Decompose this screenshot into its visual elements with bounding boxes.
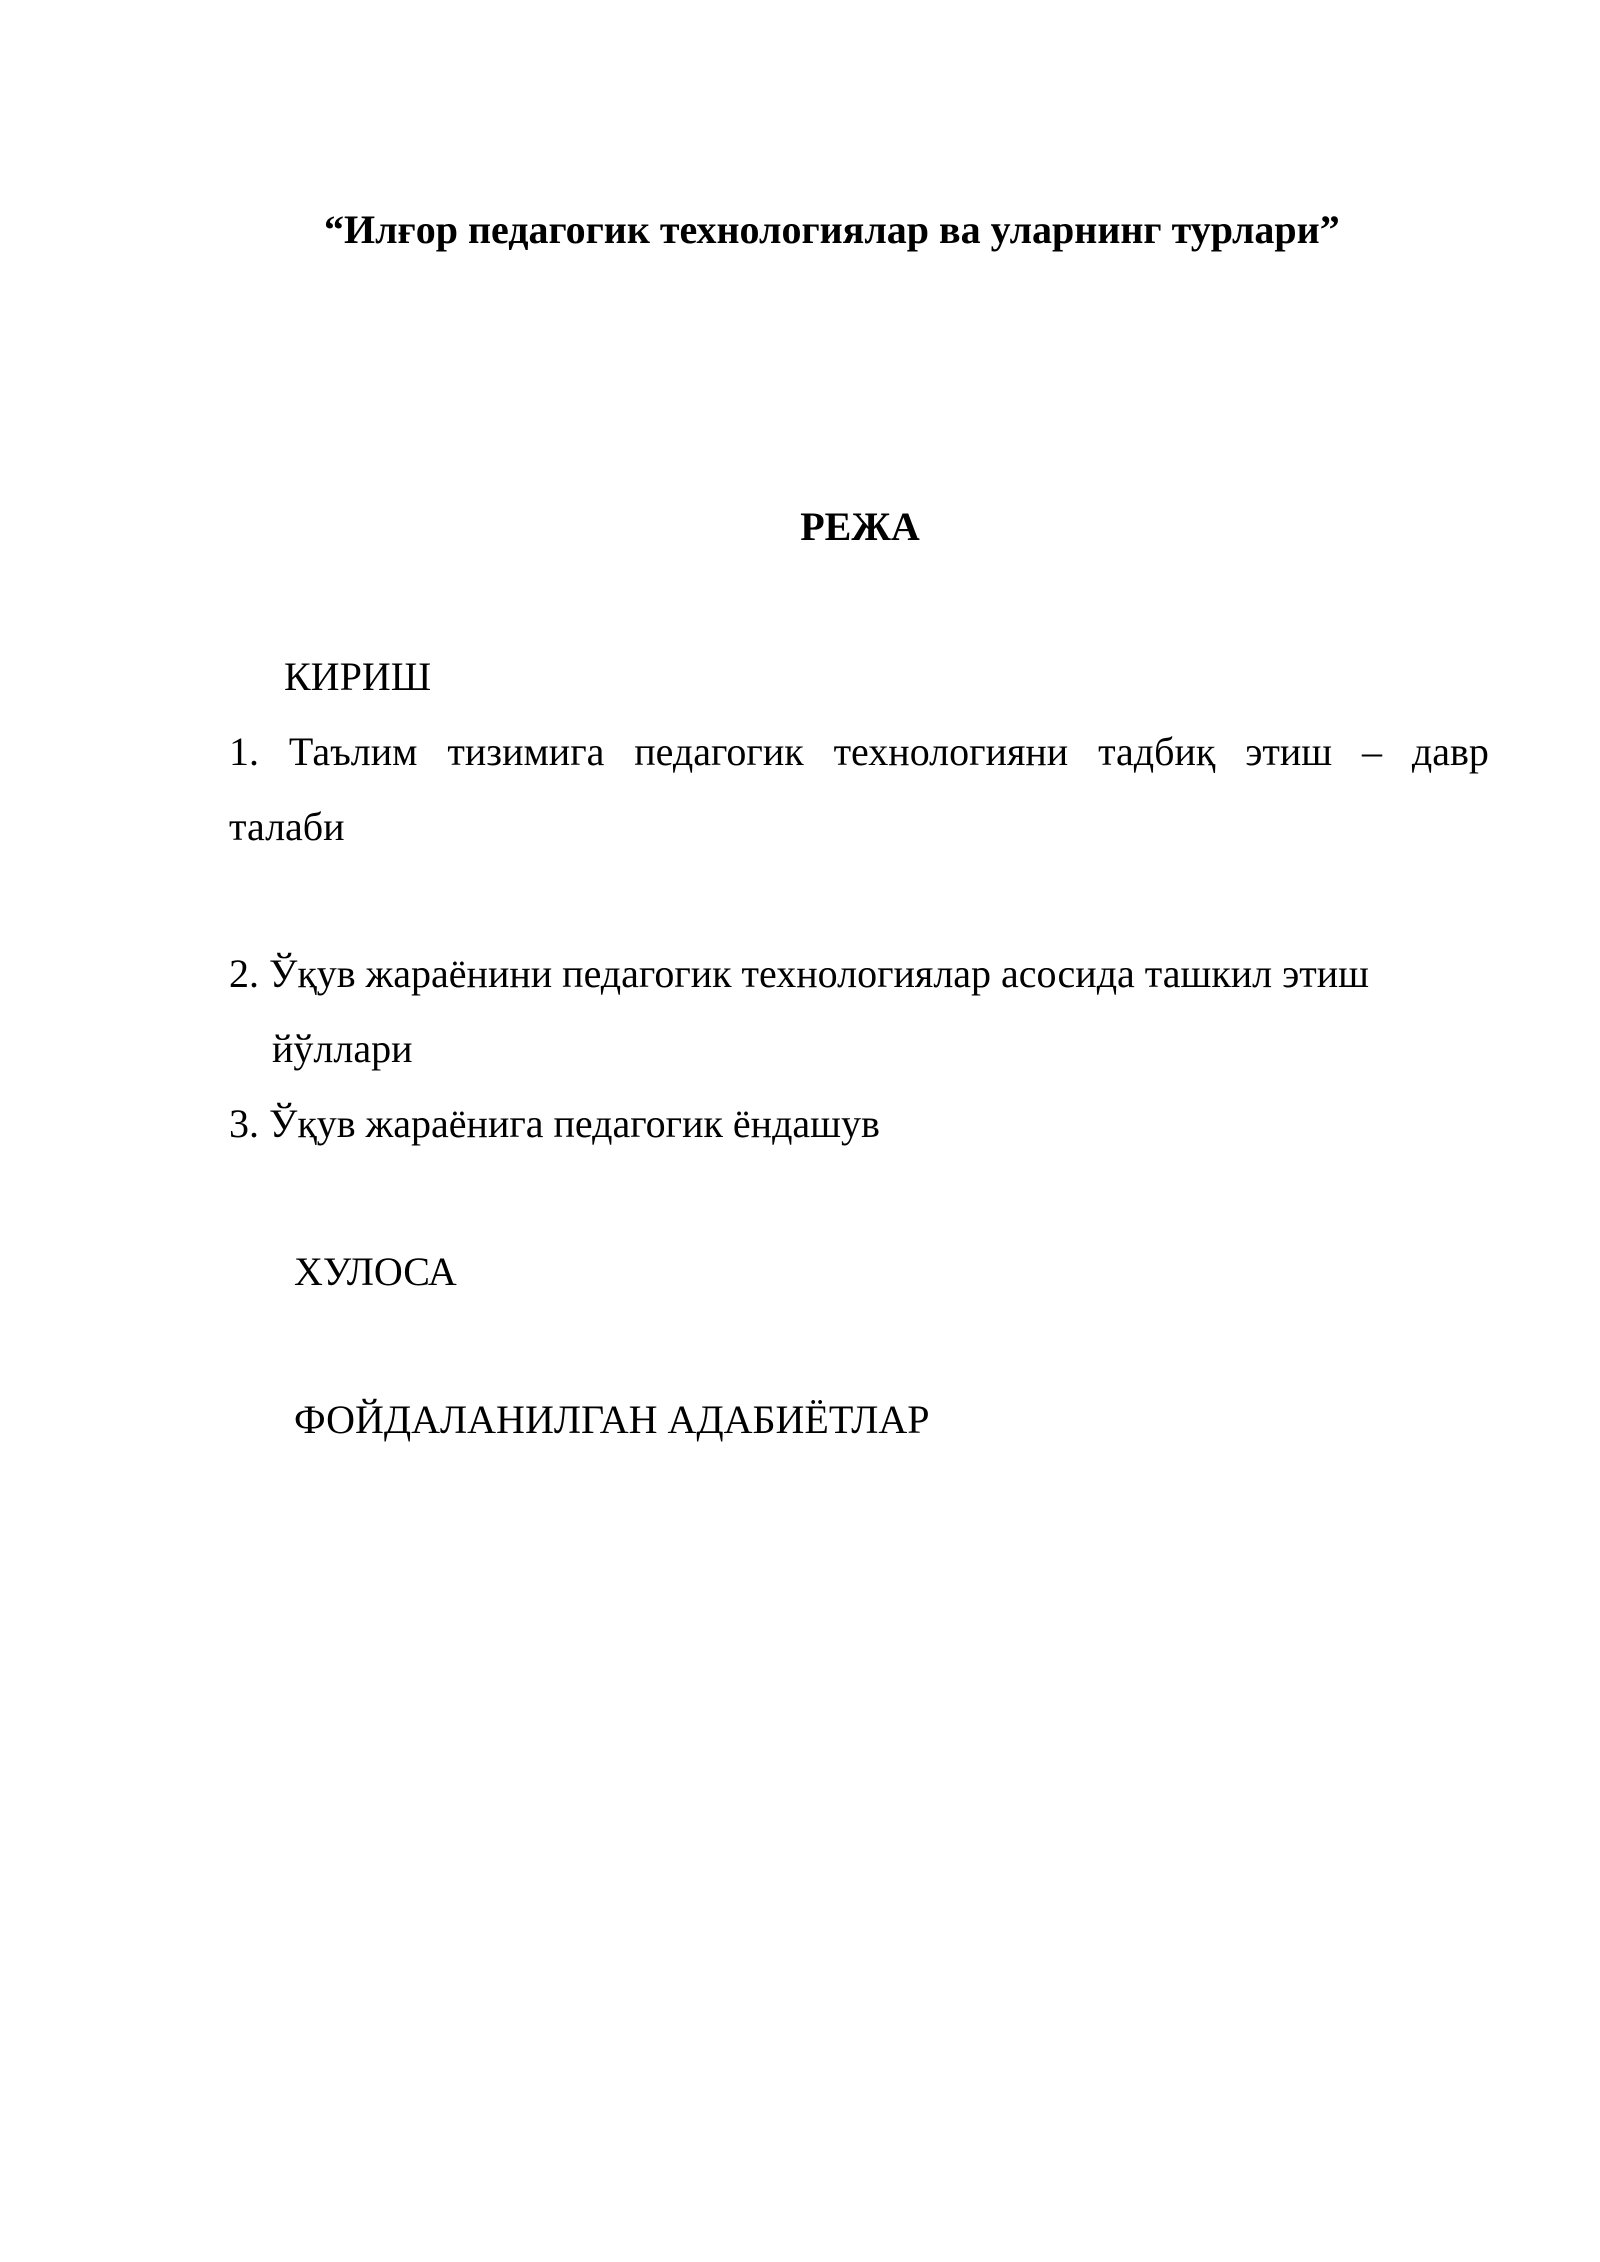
- references-heading: ФОЙДАЛАНИЛГАН АДАБИЁТЛАР: [294, 1397, 930, 1442]
- plan-item-word: –: [1362, 729, 1382, 774]
- plan-item-word: педагогик: [634, 729, 804, 774]
- intro-heading: КИРИШ: [284, 654, 432, 699]
- plan-item-2-continuation: йўллари: [272, 1026, 413, 1071]
- plan-item-word: Таълим: [288, 729, 418, 774]
- document-title: “Илғор педагогик технологиялар ва уларнинг турлари”: [324, 207, 1340, 252]
- plan-item-word: технологияни: [833, 729, 1069, 774]
- plan-item-word: тадбиқ: [1098, 729, 1216, 774]
- plan-item-1-continuation: талаби: [229, 804, 345, 849]
- plan-item-3: 3. Ўқув жараёнига педагогик ёндашув: [229, 1101, 880, 1146]
- conclusion-heading: ХУЛОСА: [294, 1249, 457, 1294]
- plan-item-number: 1.: [229, 729, 259, 774]
- plan-item-word: этиш: [1245, 729, 1333, 774]
- plan-item-word: давр: [1411, 729, 1489, 774]
- plan-item-2: 2. Ўқув жараёнини педагогик технологиялар асосида ташкил этиш: [229, 951, 1369, 996]
- plan-item-1: [229, 728, 1489, 776]
- plan-item-word: тизимига: [447, 729, 605, 774]
- plan-heading: РЕЖА: [800, 504, 920, 549]
